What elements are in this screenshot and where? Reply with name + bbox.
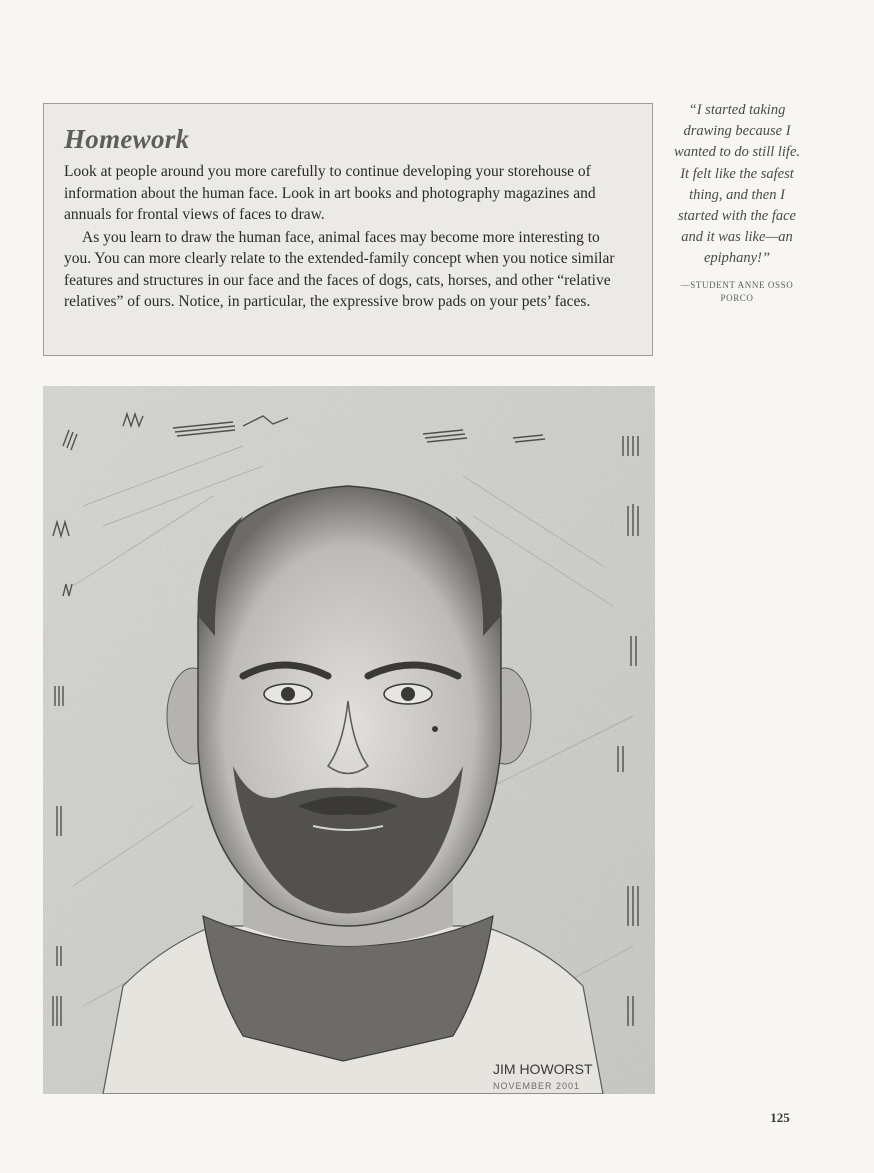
homework-box bbox=[43, 103, 653, 356]
homework-body bbox=[64, 161, 630, 313]
homework-paragraph-2: As you learn to draw the human face, animal faces may become more interesting to you. You can more clearly relate to the extended-family concept when you notice similar features and structures in our face and the faces of dogs, cats, horses, and other “relative relatives” of ours. Notice, in particular, the expressive brow pads on your pets’ faces. bbox=[64, 228, 615, 311]
portrait-drawing bbox=[43, 386, 655, 1094]
sidebar-quote bbox=[672, 100, 802, 305]
quote-attribution: —STUDENT ANNE OSSO PORCO bbox=[680, 279, 794, 303]
homework-paragraph-1: Look at people around you more carefully to continue developing your storehouse of information about the human face. Look in art books and photography magazines and annuals for frontal views of faces to draw. bbox=[64, 163, 596, 224]
portrait-illustration bbox=[43, 386, 655, 1094]
page-number: 125 bbox=[770, 1110, 790, 1125]
portrait-signature: JIM HOWORST bbox=[493, 1061, 593, 1077]
quote-text: “I started taking drawing because I wanted to do still life. It felt like the safest thing, and then I started with the face and it was like—an epiphany!” bbox=[673, 102, 801, 267]
portrait-date: NOVEMBER 2001 bbox=[493, 1081, 581, 1091]
homework-title: Homework bbox=[64, 124, 190, 154]
